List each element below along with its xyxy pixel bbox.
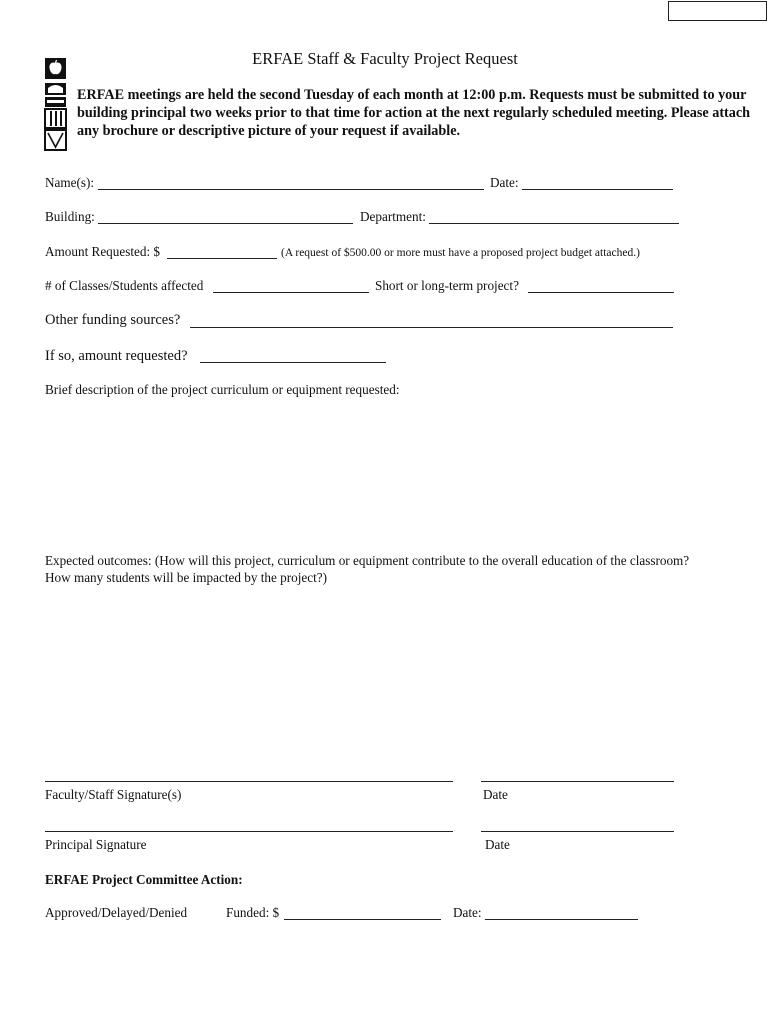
names-label: Name(s): — [45, 175, 95, 190]
committee-date-label: Date: — [453, 905, 482, 920]
principal-signature-label: Principal Signature — [45, 837, 147, 852]
department-label: Department: — [360, 209, 426, 224]
status-label: Approved/Delayed/Denied — [45, 905, 188, 920]
principal-date-label: Date — [485, 837, 510, 852]
form-id-box[interactable] — [668, 1, 767, 21]
date-label: Date: — [490, 175, 519, 190]
if-so-field[interactable] — [200, 362, 386, 363]
principal-date-line[interactable] — [481, 831, 674, 832]
if-so-label: If so, amount requested? — [45, 348, 188, 364]
department-field[interactable] — [429, 223, 679, 224]
outcomes-line-2: How many students will be impacted by the project?) — [45, 570, 327, 585]
faculty-date-line[interactable] — [481, 781, 674, 782]
classes-label: # of Classes/Students affected — [45, 278, 204, 293]
school-building-apple-icon — [44, 56, 68, 152]
building-label: Building: — [45, 209, 95, 224]
funding-field[interactable] — [190, 327, 673, 328]
form-intro: ERFAE meetings are held the second Tuesday of each month at 12:00 p.m. Requests must be submitted to your building principal two weeks prior to that time for action at the next regularly scheduled meeting. Please attach any brochure or descriptive picture of your request if available. — [77, 87, 751, 139]
term-field[interactable] — [528, 292, 674, 293]
amount-note: (A request of $500.00 or more must have a proposed project budget attached.) — [281, 247, 640, 259]
funded-label: Funded: $ — [226, 905, 280, 920]
names-field[interactable] — [98, 189, 484, 190]
classes-field[interactable] — [213, 292, 369, 293]
faculty-signature-line[interactable] — [45, 781, 453, 782]
outcomes-area[interactable] — [45, 592, 725, 762]
amount-field[interactable] — [167, 258, 277, 259]
funding-label: Other funding sources? — [45, 312, 181, 328]
faculty-signature-label: Faculty/Staff Signature(s) — [45, 787, 182, 802]
faculty-date-label: Date — [483, 787, 508, 802]
building-field[interactable] — [98, 223, 353, 224]
principal-signature-line[interactable] — [45, 831, 453, 832]
description-label: Brief description of the project curriculum or equipment requested: — [45, 382, 400, 397]
date-field[interactable] — [522, 189, 673, 190]
funded-field[interactable] — [284, 919, 441, 920]
outcomes-line-1: Expected outcomes: (How will this project, curriculum or equipment contribute to the overall education of the classroom? — [45, 553, 690, 568]
form-title: ERFAE Staff & Faculty Project Request — [252, 49, 518, 68]
term-label: Short or long-term project? — [375, 278, 519, 293]
committee-heading: ERFAE Project Committee Action: — [45, 872, 243, 887]
description-area[interactable] — [45, 402, 725, 542]
committee-date-field[interactable] — [485, 919, 638, 920]
amount-label: Amount Requested: $ — [45, 244, 161, 259]
